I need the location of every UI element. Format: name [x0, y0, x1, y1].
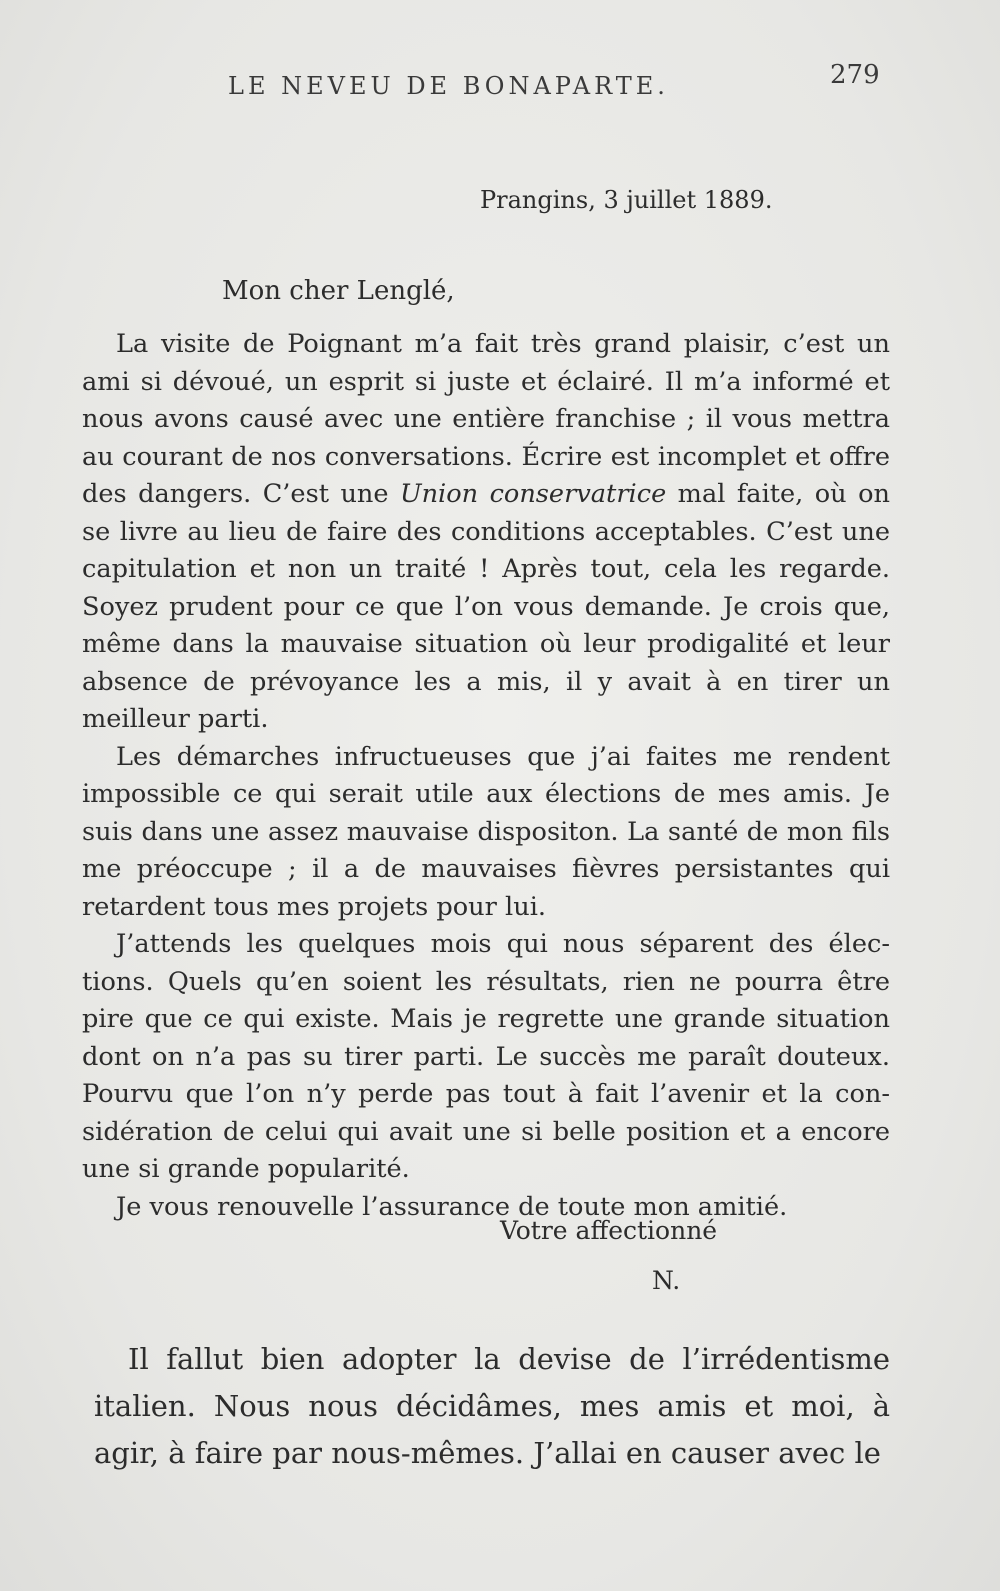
running-title: LE NEVEU DE BONAPARTE.	[228, 72, 669, 100]
letter-valediction: Votre affectionné	[500, 1216, 718, 1245]
letter-paragraph: Les démarches infructueuses que j’ai faites me rendent impossible ce qui serait utile aux élections de mes amis. Je suis dans une assez mauvaise dispositon. La santé de mon fils me préoccupe ; il a de mauvaises fièvres persistantes qui retardent tous mes projets pour lui.	[82, 741, 890, 922]
letter-paragraph	[82, 326, 890, 739]
letter-paragraph: J’attends les quelques mois qui nous séparent des élections. Quels qu’en soient les résultats, rien ne pourra être pire que ce qui existe. Mais je regrette une grande situation dont on n’a pas su tirer parti. Le succès me paraît douteux. Pourvu que l’on n’y perde pas tout à fait l’avenir et la considération de celui qui avait une si belle position et a encore une si grande popularité.	[82, 929, 890, 1184]
italic-title: Union conservatrice	[400, 479, 667, 509]
narrative-paragraph: Il fallut bien adopter la devise de l’irrédentisme italien. Nous nous décidâmes, mes amis et moi, à agir, à faire par nous-mêmes. J’allai en causer avec le	[94, 1342, 890, 1470]
narrative-body	[94, 1336, 890, 1477]
letter-dateline: Prangins, 3 juillet 1889.	[480, 186, 773, 214]
page-number: 279	[830, 60, 880, 90]
letter-signature: N.	[652, 1266, 681, 1295]
letter-paragraph-text: mal faite, où on se livre au lieu de faire des conditions acceptables. C’est une capitulation et non un traité ! Après tout, cela les regarde. Soyez prudent pour ce que l’on vous demande. Je crois que, même dans la mauvaise situation où leur prodigalité et leur absence de prévoyance les a mis, il y avait à en tirer un meilleur parti.	[82, 479, 890, 734]
letter-paragraph-text: La visite de Poignant m’a fait très grand plaisir, c’est un ami si dévoué, un esprit si juste et éclairé. Il m’a informé et nous avons causé avec une entière franchise ; il vous mettra au courant de nos conversations. Écrire est incomplet et offre des dangers. C’est une	[82, 329, 890, 509]
letter-salutation: Mon cher Lenglé,	[222, 276, 455, 306]
letter-closing-line: Je vous renouvelle l’assurance de toute mon amitié.	[116, 1191, 788, 1222]
letter-body	[82, 326, 890, 1226]
